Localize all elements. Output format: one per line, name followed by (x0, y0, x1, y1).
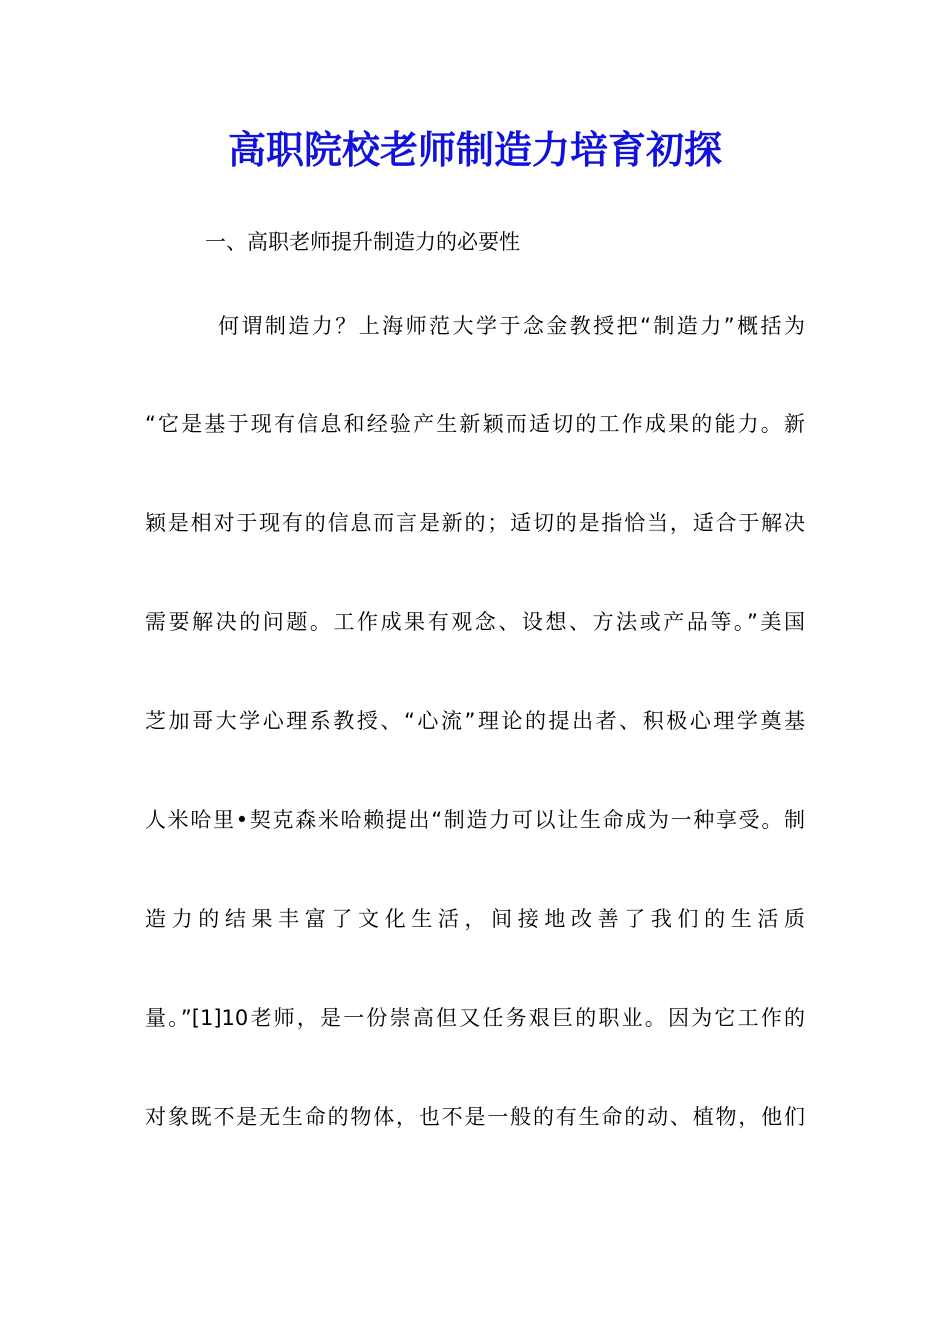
paragraph-line: 造力的结果丰富了文化生活，间接地改善了我们的生活质 (145, 907, 805, 931)
paragraph-line: 何谓制造力？上海师范大学于念金教授把“制造力”概括为 (218, 314, 805, 338)
paragraph-line: 对象既不是无生命的物体，也不是一般的有生命的动、植物，他们 (145, 1105, 805, 1129)
paragraph-line: 量。”[1]10老师，是一份崇高但又任务艰巨的职业。因为它工作的 (145, 1006, 805, 1030)
paragraph-line: 芝加哥大学心理系教授、“心流”理论的提出者、积极心理学奠基 (145, 709, 805, 733)
paragraph-line: “它是基于现有信息和经验产生新颖而适切的工作成果的能力。新 (145, 412, 805, 436)
paragraph-line: 颖是相对于现有的信息而言是新的；适切的是指恰当，适合于解决 (145, 511, 805, 535)
paragraph-line: 需要解决的问题。工作成果有观念、设想、方法或产品等。”美国 (145, 610, 805, 634)
section-heading: 一、高职老师提升制造力的必要性 (205, 230, 520, 254)
paragraph-line: 人米哈里•契克森米哈赖提出“制造力可以让生命成为一种享受。制 (145, 808, 805, 832)
document-title: 高职院校老师制造力培育初探 (227, 127, 722, 172)
